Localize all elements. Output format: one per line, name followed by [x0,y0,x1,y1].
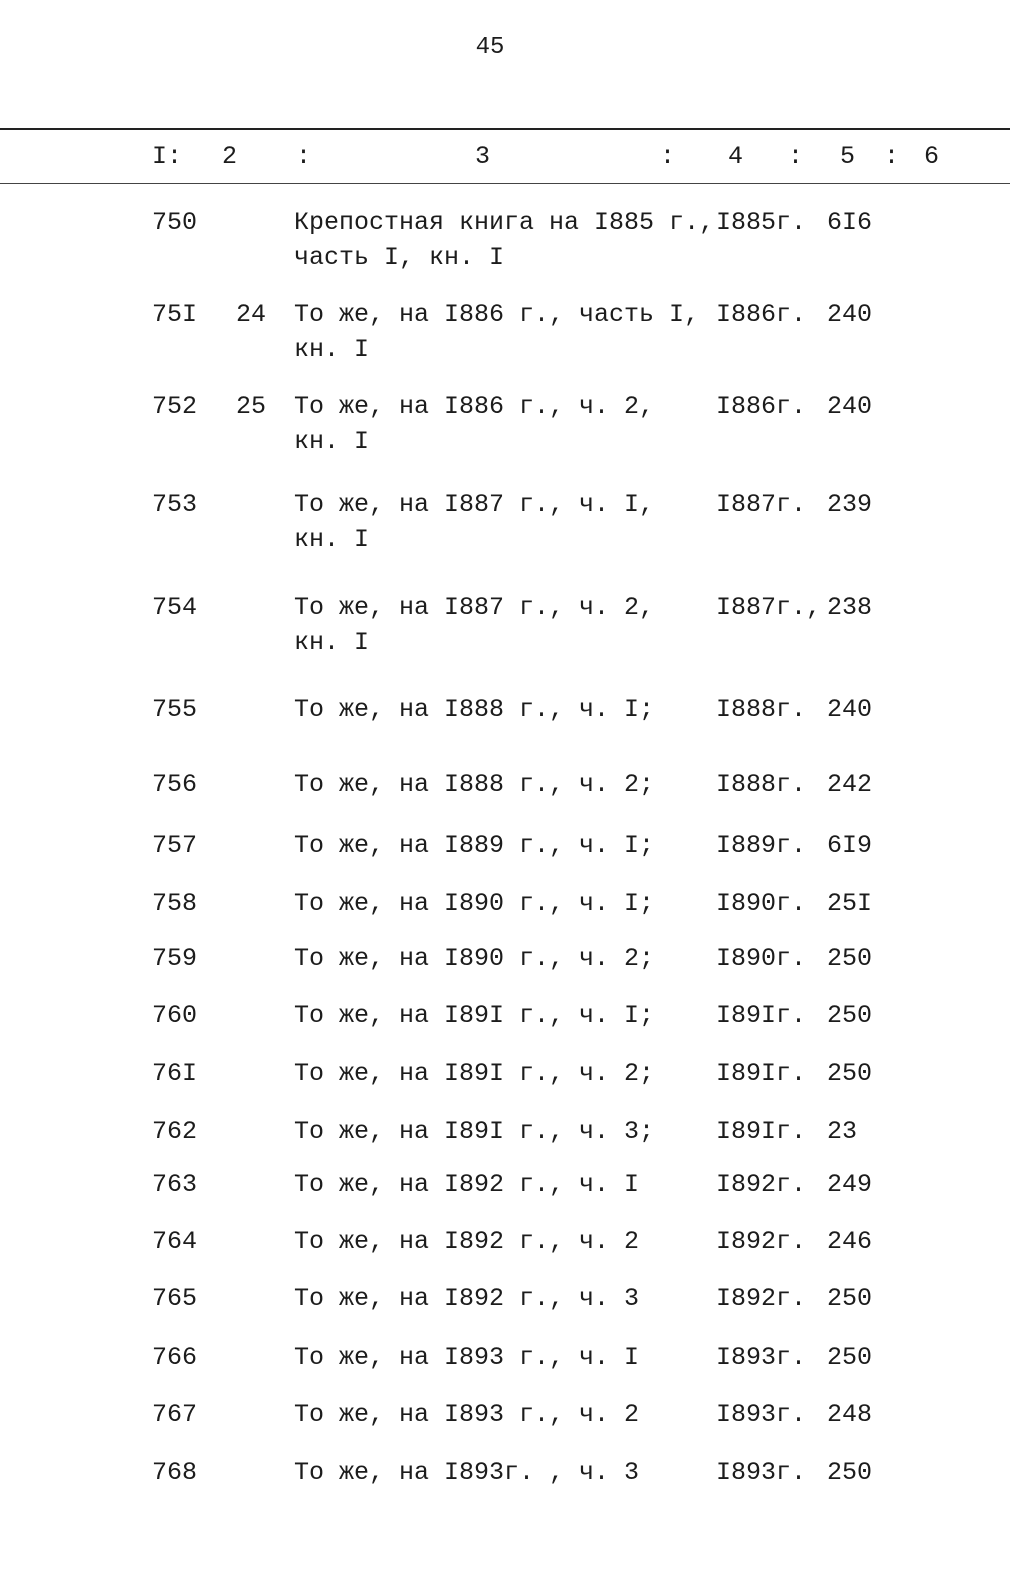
item-description [294,1397,639,1432]
description-line: То же, на I893 г., ч. 2 [294,1400,640,1429]
item-pages: 250 [827,1343,873,1372]
item-number: 766 [152,1343,198,1372]
item-pages: 240 [827,392,873,421]
description-line: То же, на I890 г., ч. I; [294,889,655,918]
item-number: 763 [152,1170,198,1199]
header-col-1: I: [152,142,183,171]
description-line: То же, на I893г. , ч. 3 [294,1458,640,1487]
item-number: 759 [152,944,198,973]
item-number: 750 [152,208,198,237]
item-year: I89Iг. [716,1001,807,1030]
description-line: кн. I [294,628,370,657]
header-col-6: 6 [924,142,940,171]
header-separator: : [296,142,312,171]
item-number: 756 [152,770,198,799]
header-separator: : [884,142,900,171]
header-col-3: 3 [475,142,491,171]
item-number: 757 [152,831,198,860]
description-line: То же, на I892 г., ч. 3 [294,1284,640,1313]
item-year: I888г. [716,770,807,799]
item-pages: 250 [827,1458,873,1487]
item-year: I893г. [716,1343,807,1372]
item-year: I89Iг. [716,1117,807,1146]
item-number: 765 [152,1284,198,1313]
item-number: 762 [152,1117,198,1146]
description-line: То же, на I888 г., ч. I; [294,695,655,724]
item-number: 755 [152,695,198,724]
item-pages: 6I6 [827,208,873,237]
item-number: 752 [152,392,198,421]
item-description [294,1167,639,1202]
item-description [294,767,654,802]
item-description [294,828,654,863]
item-pages: 249 [827,1170,873,1199]
description-line: То же, на I89I г., ч. 3; [294,1117,655,1146]
description-line: То же, на I89I г., ч. 2; [294,1059,655,1088]
item-year: I885г. [716,208,807,237]
item-description [294,590,654,660]
item-year: I886г. [716,392,807,421]
item-number: 758 [152,889,198,918]
item-year: I893г. [716,1458,807,1487]
item-description [294,692,654,727]
item-description [294,389,654,459]
item-year: I888г. [716,695,807,724]
item-pages: 238 [827,593,873,622]
item-description [294,1224,639,1259]
description-line: То же, на I890 г., ч. 2; [294,944,655,973]
description-line: То же, на I887 г., ч. I, [294,490,655,519]
page-number: 45 [475,34,505,61]
description-line: То же, на I886 г., ч. 2, [294,392,655,421]
item-number: 76I [152,1059,198,1088]
item-pages: 240 [827,300,873,329]
description-line: То же, на I886 г., часть I, [294,300,700,329]
header-col-2: 2 [222,142,238,171]
item-pages: 23 [827,1117,858,1146]
item-pages: 242 [827,770,873,799]
item-description [294,1281,639,1316]
description-line: кн. I [294,525,370,554]
item-year: I89Iг. [716,1059,807,1088]
item-year: I887г., [716,593,822,622]
item-description [294,1340,639,1375]
item-description [294,886,654,921]
item-year: I892г. [716,1227,807,1256]
item-pages: 246 [827,1227,873,1256]
item-pages: 250 [827,1059,873,1088]
item-description [294,1056,654,1091]
item-number: 75I [152,300,198,329]
header-separator: : [660,142,676,171]
old-number: 25 [236,392,267,421]
item-year: I892г. [716,1284,807,1313]
item-description [294,1455,639,1490]
item-pages: 6I9 [827,831,873,860]
old-number: 24 [236,300,267,329]
item-year: I890г. [716,944,807,973]
item-description [294,205,714,275]
description-line: То же, на I892 г., ч. I [294,1170,640,1199]
item-year: I886г. [716,300,807,329]
item-description [294,487,654,557]
item-pages: 239 [827,490,873,519]
item-description [294,1114,654,1149]
description-line: кн. I [294,427,370,456]
description-line: часть I, кн. I [294,243,505,272]
description-line: Крепостная книга на I885 г., [294,208,715,237]
item-number: 753 [152,490,198,519]
item-year: I889г. [716,831,807,860]
item-number: 768 [152,1458,198,1487]
description-line: То же, на I887 г., ч. 2, [294,593,655,622]
item-year: I893г. [716,1400,807,1429]
item-description [294,941,654,976]
table-header-rule [0,183,1010,184]
item-pages: 248 [827,1400,873,1429]
item-pages: 250 [827,944,873,973]
item-number: 767 [152,1400,198,1429]
item-pages: 25I [827,889,873,918]
item-pages: 250 [827,1284,873,1313]
description-line: кн. I [294,335,370,364]
description-line: То же, на I889 г., ч. I; [294,831,655,860]
item-number: 764 [152,1227,198,1256]
item-description [294,297,699,367]
item-year: I890г. [716,889,807,918]
item-year: I892г. [716,1170,807,1199]
table-top-rule [0,128,1010,130]
item-number: 760 [152,1001,198,1030]
item-year: I887г. [716,490,807,519]
item-pages: 250 [827,1001,873,1030]
item-pages: 240 [827,695,873,724]
item-number: 754 [152,593,198,622]
item-description [294,998,654,1033]
header-col-4: 4 [728,142,744,171]
description-line: То же, на I888 г., ч. 2; [294,770,655,799]
description-line: То же, на I892 г., ч. 2 [294,1227,640,1256]
header-col-5: 5 [840,142,856,171]
description-line: То же, на I89I г., ч. I; [294,1001,655,1030]
description-line: То же, на I893 г., ч. I [294,1343,640,1372]
header-separator: : [788,142,804,171]
